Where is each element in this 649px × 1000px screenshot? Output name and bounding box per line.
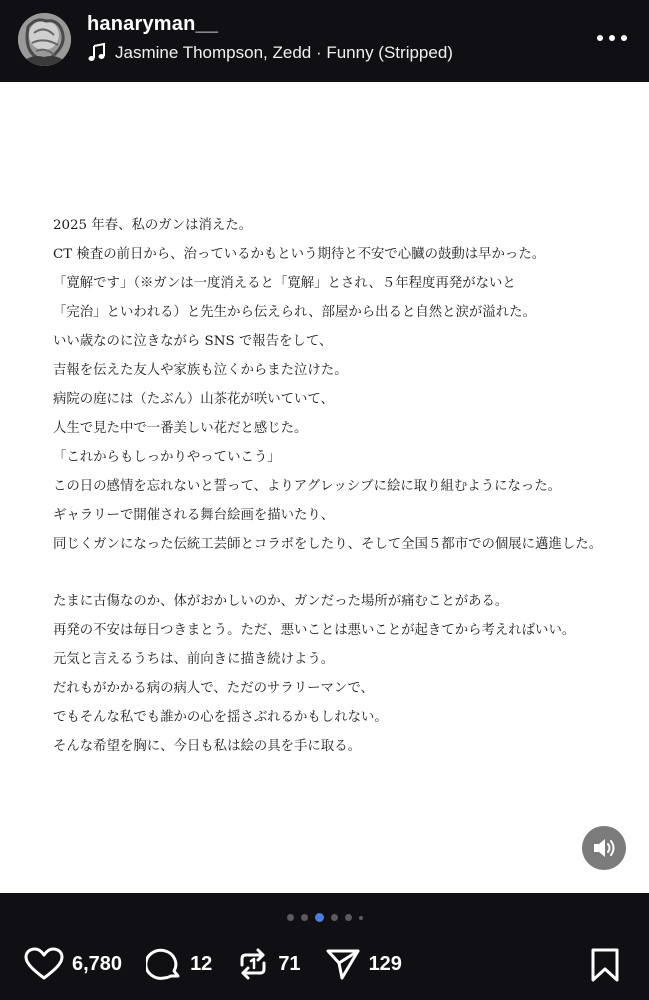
- post-text-line: 「完治」といわれる）と先生から伝えられ、部屋から出ると自然と涙が溢れた。: [53, 305, 536, 320]
- heart-icon: [24, 947, 64, 981]
- post-text-line: いい歳なのに泣きながら SNS で報告をして、: [53, 334, 333, 349]
- post-text-line: 元気と言えるうちは、前向きに描き続けよう。: [53, 652, 335, 667]
- post-header: [0, 0, 649, 82]
- post-text-line: 吉報を伝えた友人や家族も泣くからまた泣けた。: [53, 363, 348, 378]
- carousel-dot: [345, 914, 352, 921]
- post-text-body: [53, 211, 623, 761]
- more-horizontal-icon: [597, 35, 603, 41]
- music-note-icon: [87, 43, 107, 63]
- like-count: 6,780: [72, 952, 123, 975]
- music-track-label: Jasmine Thompson, Zedd · Funny (Stripped): [115, 43, 453, 62]
- like-button[interactable]: [24, 947, 122, 981]
- comment-button[interactable]: [146, 947, 212, 981]
- post-text-line: 2025 年春、私のガンは消えた。: [53, 218, 253, 233]
- carousel-dot: [359, 916, 363, 920]
- post-text-line: この日の感情を忘れないと誓って、よりアグレッシブに絵に取り組むようになった。: [53, 479, 562, 494]
- bookmark-icon: [590, 948, 620, 982]
- send-icon: [325, 947, 361, 981]
- carousel-dot: [331, 914, 338, 921]
- action-bar: [24, 947, 426, 981]
- comment-icon: [146, 947, 182, 981]
- carousel-indicator: [0, 913, 649, 922]
- post-text-line: でもそんな私でも誰かの心を揺さぶれるかもしれない。: [53, 710, 388, 725]
- post-text-line: そんな希望を胸に、今日も私は絵の具を手に取る。: [53, 739, 361, 754]
- post-text-line: ギャラリーで開催される舞台絵画を描いたり、: [53, 508, 335, 523]
- repost-icon: [236, 947, 270, 981]
- repost-button[interactable]: [236, 947, 300, 981]
- music-row[interactable]: [87, 42, 453, 64]
- carousel-dot-active: [315, 913, 324, 922]
- avatar-image: [18, 13, 71, 66]
- post-text-line: 再発の不安は毎日つきまとう。ただ、悪いことは悪いことが起きてから考えればいい。: [53, 623, 576, 638]
- more-dot: [609, 35, 615, 41]
- avatar[interactable]: [18, 13, 71, 66]
- post-image[interactable]: [0, 82, 649, 893]
- carousel-dot: [287, 914, 294, 921]
- post-text-line: 人生で見た中で一番美しい花だと感じた。: [53, 421, 308, 436]
- post-text-line: 「寛解です」（※ガンは一度消えると「寛解」とされ、５年程度再発がないと: [53, 276, 516, 291]
- username[interactable]: hanaryman__: [87, 13, 219, 35]
- comment-count: 12: [190, 952, 213, 975]
- post-footer: [0, 893, 649, 1000]
- speaker-icon: [592, 837, 616, 859]
- post-text-line: CT 検査の前日から、治っているかもという期待と不安で心臓の鼓動は早かった。: [53, 247, 546, 262]
- carousel-dot: [301, 914, 308, 921]
- paragraph-gap: [53, 559, 623, 587]
- repost-count: 71: [278, 952, 301, 975]
- post-text-line: 「これからもしっかりやっていこう」: [53, 450, 281, 465]
- post-text-line: だれもがかかる病の病人で、ただのサラリーマンで、: [53, 681, 374, 696]
- share-button[interactable]: [325, 947, 402, 981]
- more-options-button[interactable]: [597, 28, 627, 48]
- post-text-line: 病院の庭には（たぶん）山茶花が咲いていて、: [53, 392, 334, 407]
- more-dot: [621, 35, 627, 41]
- share-count: 129: [368, 952, 402, 975]
- sound-toggle-button[interactable]: [582, 826, 626, 870]
- bookmark-button[interactable]: [590, 948, 620, 982]
- post-text-line: たまに古傷なのか、体がおかしいのか、ガンだった場所が痛むことがある。: [53, 594, 509, 609]
- post-text-line: 同じくガンになった伝統工芸師とコラボをしたり、そして全国５都市での個展に邁進した。: [53, 537, 603, 552]
